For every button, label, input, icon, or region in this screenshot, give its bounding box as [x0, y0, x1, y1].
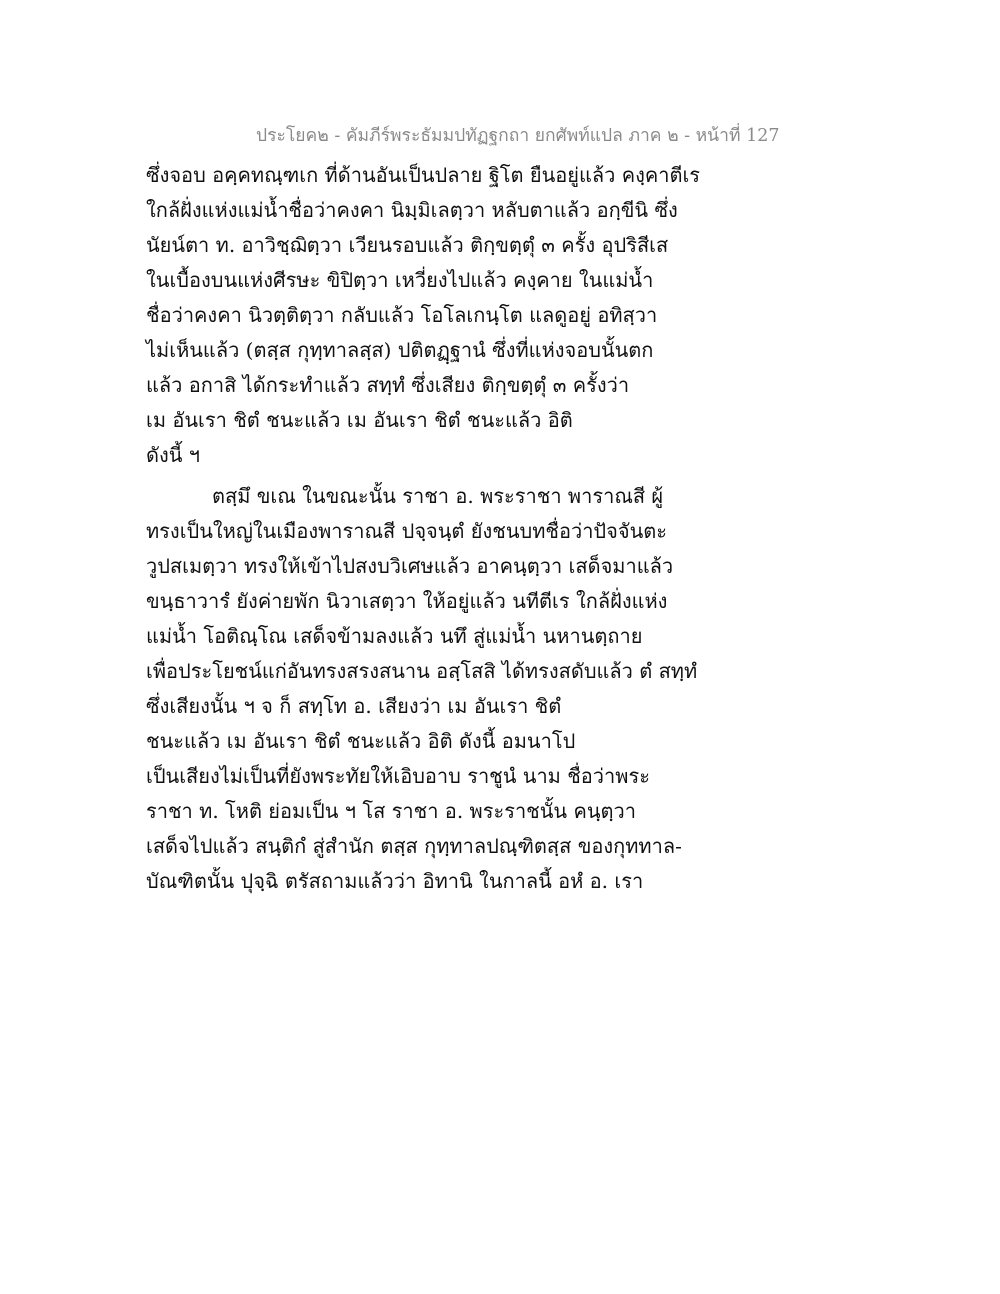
text-line: นัยน์ตา ท. อาวิชฺฌิตฺวา เวียนรอบแล้ว ติกฺขตฺตุํ ๓ ครั้ง อุปริสีเส — [146, 233, 669, 257]
text-line: ใกล้ฝั่งแห่งแม่น้ำชื่อว่าคงคา นิมฺมิเลตฺวา หลับตาแล้ว อกฺขีนิ ซึ่ง — [146, 198, 678, 222]
text-line: ซึ่งจอบ อคฺคทณฺฑเก ที่ด้านอันเป็นปลาย ฐิโต ยืนอยู่แล้ว คงฺคาตีเร — [146, 163, 701, 187]
text-line: ขนฺธาวารํ ยังค่ายพัก นิวาเสตฺวา ให้อยู่แล้ว นทีตีเร ใกล้ฝั่งแห่ง — [146, 589, 668, 613]
text-line: แล้ว อกาสิ ได้กระทำแล้ว สทฺทํ ซึ่งเสียง ติกฺขตฺตุํ ๓ ครั้งว่า — [146, 373, 630, 397]
text-line: เสด็จไปแล้ว สนฺติกํ สู่สำนัก ตสฺส กุทฺทาลปณฺฑิตสฺส ของกุททาล- — [146, 834, 682, 858]
text-line-indented: ตสฺมึ ขเณ ในขณะนั้น ราชา อ. พระราชา พาราณสี ผู้ — [212, 484, 664, 508]
text-line: วูปสเมตฺวา ทรงให้เข้าไปสงบวิเศษแล้ว อาคนฺตฺวา เสด็จมาแล้ว — [146, 554, 674, 578]
text-line: ทรงเป็นใหญ่ในเมืองพาราณสี ปจฺจนฺตํ ยังชนบทชื่อว่าปัจจันตะ — [146, 519, 667, 543]
text-line: ราชา ท. โหติ ย่อมเป็น ฯ โส ราชา อ. พระราชนั้น คนฺตฺวา — [146, 799, 636, 823]
body-text — [146, 158, 726, 899]
text-line: บัณฑิตนั้น ปุจฺฉิ ตรัสถามแล้วว่า อิทานิ ในกาลนี้ อหํ อ. เรา — [146, 869, 644, 893]
text-line: ในเบื้องบนแห่งศีรษะ ขิปิตฺวา เหวี่ยงไปแล้ว คงฺคาย ในแม่น้ำ — [146, 268, 654, 292]
text-line: ดังนี้ ฯ — [146, 443, 201, 467]
text-line: ชนะแล้ว เม อันเรา ชิตํ ชนะแล้ว อิติ ดังนี้ อมนาโป — [146, 729, 576, 753]
running-header: ประโยค๒ - คัมภีร์พระธัมมปทัฏฐกถา ยกศัพท์แปล ภาค ๒ - หน้าที่ 127 — [256, 126, 780, 146]
text-line: แม่น้ำ โอติณฺโณ เสด็จข้ามลงแล้ว นทึ สู่แม่น้ำ นหานตฺถาย — [146, 624, 643, 648]
text-line: ชื่อว่าคงคา นิวตฺติตฺวา กลับแล้ว โอโลเกนฺโต แลดูอยู่ อทิสฺวา — [146, 303, 658, 327]
text-line: เพื่อประโยชน์แก่อันทรงสรงสนาน อสฺโสสิ ได้ทรงสดับแล้ว ตํ สทฺทํ — [146, 659, 698, 683]
text-line: เม อันเรา ชิตํ ชนะแล้ว เม อันเรา ชิตํ ชนะแล้ว อิติ — [146, 408, 573, 432]
text-line: ซึ่งเสียงนั้น ฯ จ ก็ สทฺโท อ. เสียงว่า เม อันเรา ชิตํ — [146, 694, 562, 718]
text-line: เป็นเสียงไม่เป็นที่ยังพระทัยให้เอิบอาบ ราชูนํ นาม ชื่อว่าพระ — [146, 764, 650, 788]
text-line: ไม่เห็นแล้ว (ตสฺส กุทฺทาลสฺส) ปติตฏฺฐานํ ซึ่งที่แห่งจอบนั้นตก — [146, 338, 654, 362]
paragraph-2 — [146, 479, 726, 899]
paragraph-1 — [146, 158, 726, 473]
